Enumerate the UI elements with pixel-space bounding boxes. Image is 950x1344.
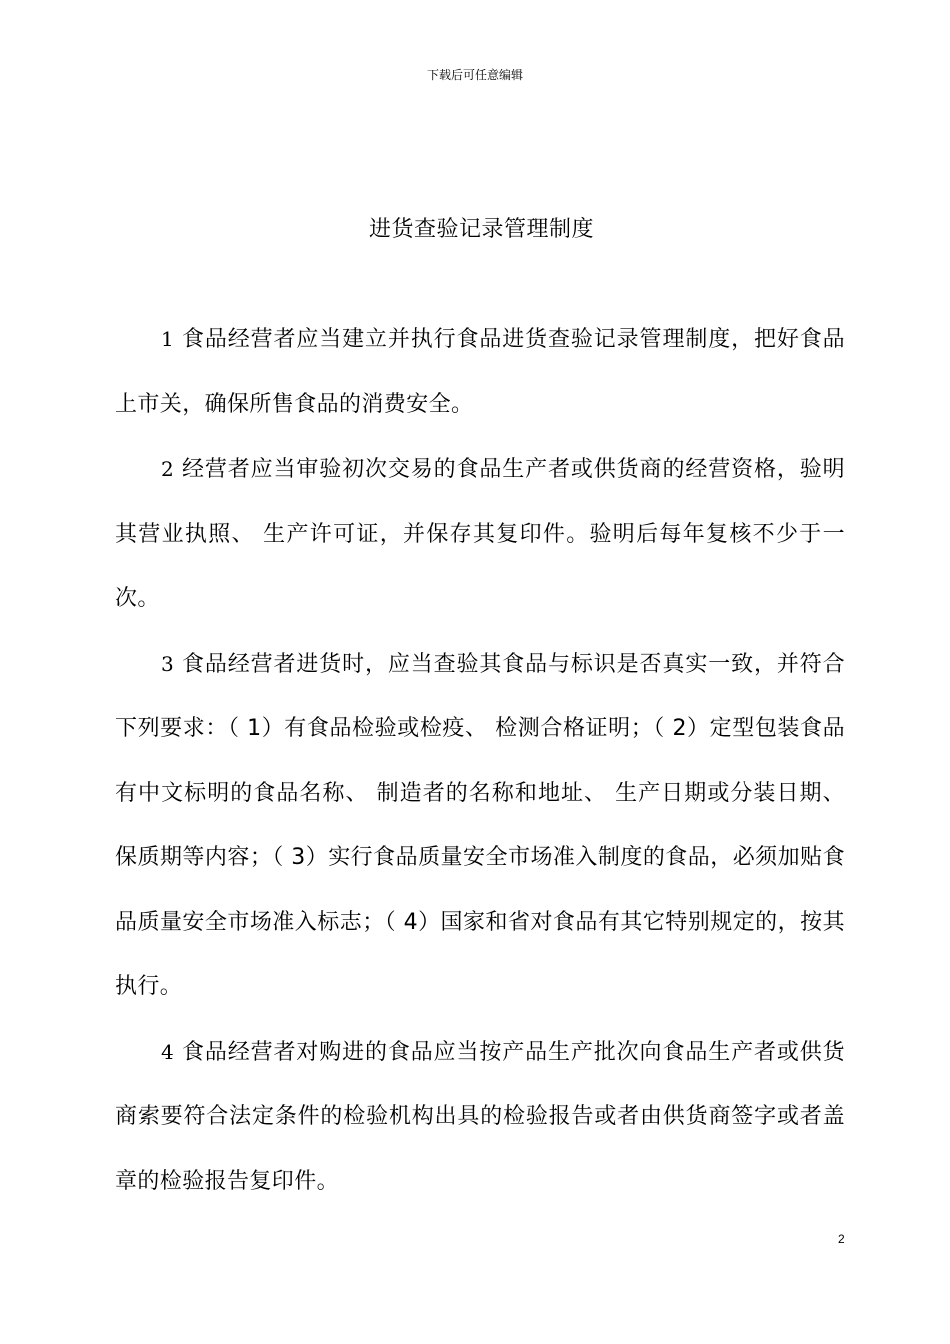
paragraph-text: 食品经营者进货时，应当查验其食品与标识是否真实一致，并符合下列要求：（ 1）有食品检验或检疫、 检测合格证明；（ 2）定型包装食品有中文标明的食品名称、 制造者的名称和地址、 生产日期或分装日期、 保质期等内容；（ 3）实行食品质量安全市场准入制度的食品，必须加贴食品质量安全市场准入标志；（ 4）国家和省对食品有其它特别规定的，按其执行。 bbox=[115, 651, 845, 999]
paragraph-number: 2 bbox=[161, 457, 175, 481]
page-number: 2 bbox=[838, 1232, 845, 1246]
document-body bbox=[115, 307, 845, 1214]
page-header-note: 下载后可任意编辑 bbox=[426, 68, 523, 82]
document-title: 进货查验记录管理制度 bbox=[368, 217, 594, 242]
paragraph-1 bbox=[115, 307, 845, 437]
paragraph-number: 1 bbox=[161, 327, 175, 351]
paragraph-4 bbox=[115, 1020, 845, 1215]
paragraph-text: 食品经营者应当建立并执行食品进货查验记录管理制度，把好食品上市关，确保所售食品的消费安全。 bbox=[115, 327, 845, 417]
paragraph-2 bbox=[115, 437, 845, 632]
paragraph-number: 3 bbox=[161, 651, 175, 676]
paragraph-text: 食品经营者对购进的食品应当按产品生产批次向食品生产者或供货商索要符合法定条件的检验机构出具的检验报告或者由供货商签字或者盖章的检验报告复印件。 bbox=[115, 1039, 845, 1194]
paragraph-3 bbox=[115, 632, 845, 1020]
paragraph-text: 经营者应当审验初次交易的食品生产者或供货商的经营资格，验明其营业执照、 生产许可证，并保存其复印件。验明后每年复核不少于一次。 bbox=[115, 457, 845, 611]
paragraph-number: 4 bbox=[161, 1039, 175, 1064]
